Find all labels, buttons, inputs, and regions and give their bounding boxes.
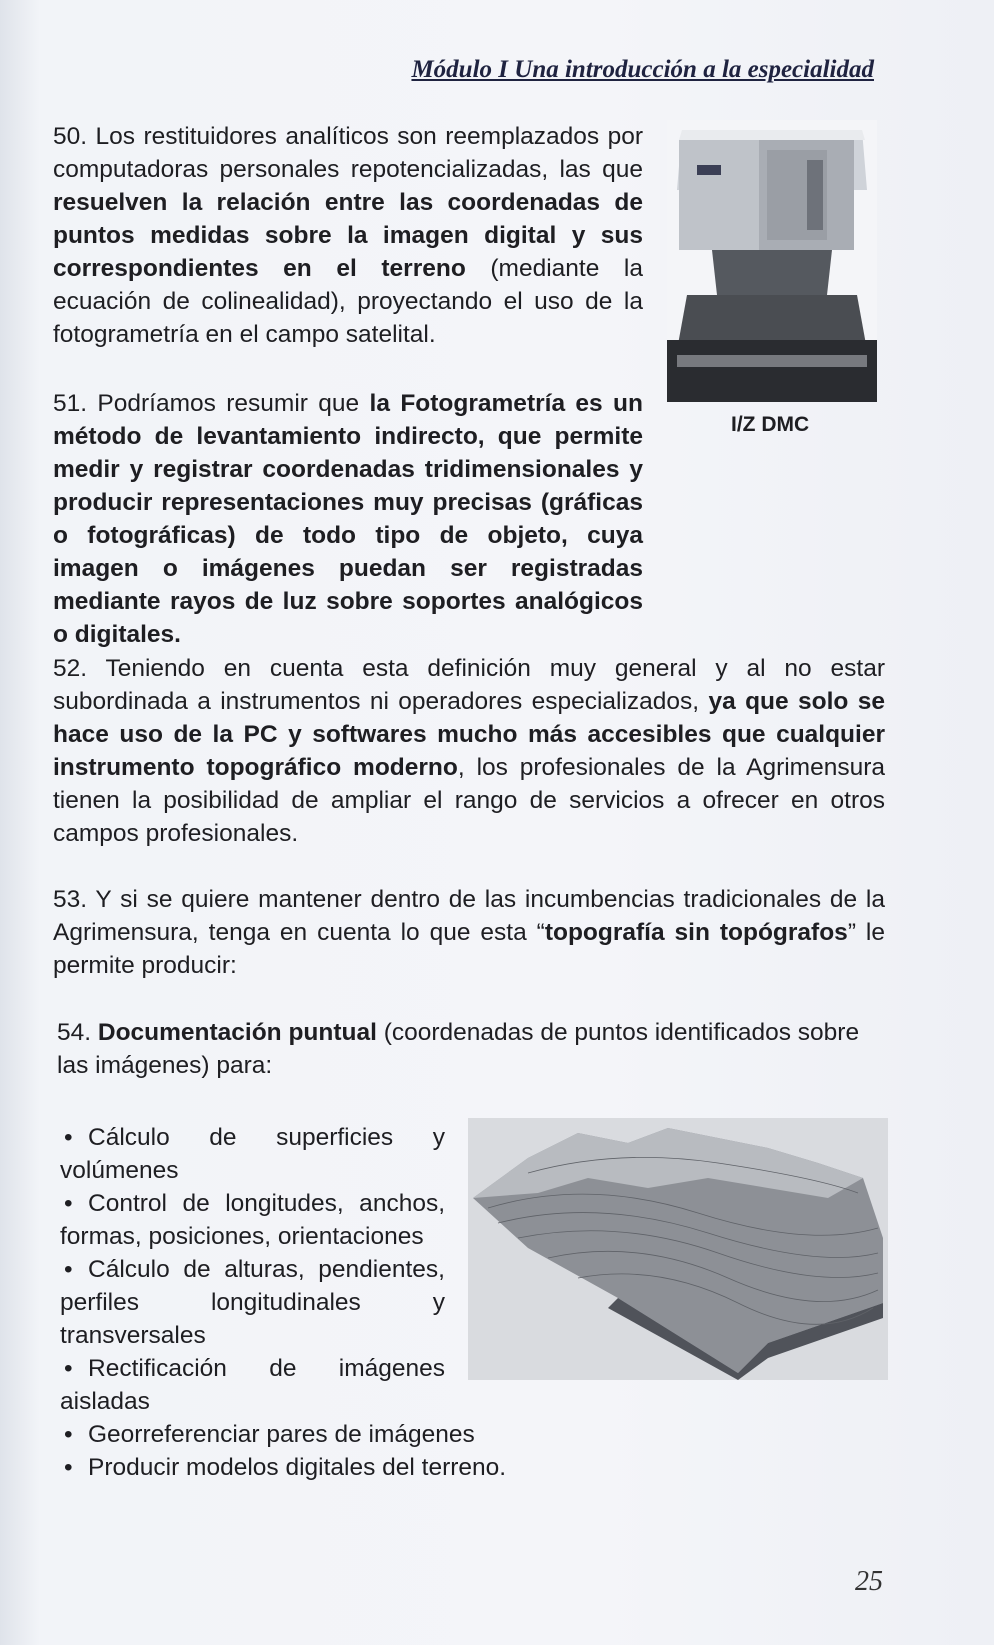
list-item: • Producir modelos digitales del terreno. xyxy=(64,1454,507,1481)
list-item: • Cálculo de alturas, pendientes, perfiles longitudinales y transversales xyxy=(60,1256,445,1349)
page-number: 25 xyxy=(855,1566,883,1597)
terrain-model-image xyxy=(468,1118,888,1380)
list-item: • Rectificación de imágenes aisladas xyxy=(60,1355,445,1415)
list-item: • Georreferenciar pares de imágenes xyxy=(64,1421,475,1448)
usage-list xyxy=(60,1121,507,1484)
dmc-caption: I/Z DMC xyxy=(731,413,810,436)
paragraph-52: 52. Teniendo en cuenta esta definición muy general y al no estar subordinada a instrumentos ni operadores especializados, ya que solo se hace uso de la PC y softwares mucho más accesibles que cualquier instrumento topográfico moderno, los profesionales de la Agrimensura tienen la posibilidad de ampliar el rango de servicios a ofrecer en otros campos profesionales. xyxy=(53,655,886,847)
paragraph-54: 54. Documentación puntual (coordenadas de puntos identificados sobre las imágenes) para: xyxy=(57,1019,860,1079)
list-item: • Cálculo de superficies y volúmenes xyxy=(60,1124,445,1184)
paragraph-51-top: 51. Podríamos resumir que la Fotogrametría es un método de levantamiento indirecto, que permite medir y registrar coordenadas tridimensionales y producir representaciones muy precisas (gráficas o fotográficas) de todo tipo de objeto, cuya imagen o imágenes puedan ser registradas mediante rayos de luz sobre soportes analógicos o digitales. xyxy=(53,390,643,648)
paragraph-50: 50. Los restituidores analíticos son reemplazados por computadoras personales repotencializadas, las que resuelven la relación entre las coordenadas de puntos medidas sobre la imagen digital y sus correspondientes en el terreno (mediante la ecuación de colinealidad), proyectando el uso de la fotogrametría en el campo satelital. xyxy=(53,123,643,348)
running-header: Módulo I Una introducción a la especialidad xyxy=(411,56,874,83)
paragraph-51-bold: la Fotogrametría es un método de levantamiento indirecto, que permite medir y registrar coordenadas tridimensionales y producir representaciones muy precisas (gráficas o fotográficas) de todo tipo de objeto, cuya imagen o imágenes puedan ser registradas mediante rayos de luz sobre soportes analógicos o digitales. xyxy=(53,390,643,648)
paragraph-53: 53. Y si se quiere mantener dentro de las incumbencias tradicionales de la Agrimensura, tenga en cuenta lo que esta “topografía sin topógrafos” le permite producir: xyxy=(53,886,885,979)
dmc-camera-photo xyxy=(667,120,877,402)
list-item: • Control de longitudes, anchos, formas, posiciones, orientaciones xyxy=(60,1190,445,1250)
